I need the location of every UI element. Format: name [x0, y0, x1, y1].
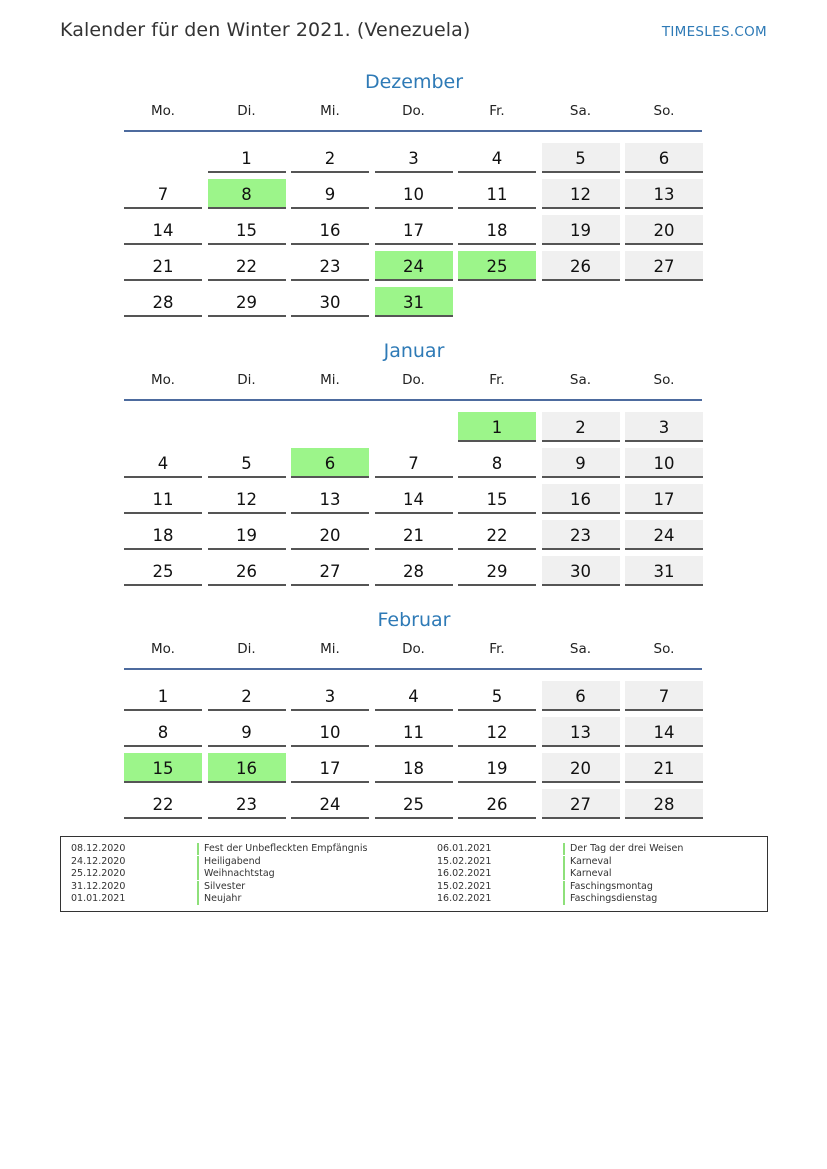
holiday-color-marker: [197, 893, 199, 905]
day-cell[interactable]: 17: [375, 215, 453, 245]
weekday-label: Di.: [237, 103, 256, 119]
holiday-color-marker: [563, 843, 565, 855]
day-cell[interactable]: 22: [458, 520, 536, 550]
day-cell[interactable]: 16: [291, 215, 369, 245]
legend-date: 25.12.2020: [71, 868, 126, 879]
holiday-color-marker: [563, 868, 565, 880]
weekday-label: Fr.: [489, 103, 505, 119]
day-cell[interactable]: 15: [208, 215, 286, 245]
holiday-color-marker: [197, 881, 199, 893]
day-cell[interactable]: 7: [625, 681, 703, 711]
day-cell[interactable]: 3: [375, 143, 453, 173]
day-cell[interactable]: 13: [291, 484, 369, 514]
month-februar: [124, 607, 704, 814]
holiday-color-marker: [197, 843, 199, 855]
weekday-header: [124, 641, 704, 671]
weekday-label: Mi.: [320, 372, 340, 388]
day-cell[interactable]: 4: [375, 681, 453, 711]
day-cell[interactable]: 14: [625, 717, 703, 747]
day-cell[interactable]: 28: [124, 287, 202, 317]
day-cell[interactable]: 30: [542, 556, 620, 586]
holiday-color-marker: [563, 893, 565, 905]
weekday-label: Mo.: [151, 103, 175, 119]
weekday-label: So.: [653, 103, 675, 119]
month-januar: [124, 338, 704, 581]
day-cell[interactable]: 9: [542, 448, 620, 478]
day-cell[interactable]: 1: [458, 412, 536, 442]
legend-holiday-name: Fest der Unbefleckten Empfängnis: [204, 843, 368, 854]
day-cell[interactable]: 2: [542, 412, 620, 442]
day-cell[interactable]: 25: [375, 789, 453, 819]
day-cell[interactable]: 5: [542, 143, 620, 173]
legend-date: 16.02.2021: [437, 868, 492, 879]
day-cell[interactable]: 31: [375, 287, 453, 317]
day-cell[interactable]: 1: [124, 681, 202, 711]
day-cell[interactable]: 28: [375, 556, 453, 586]
day-cell[interactable]: 19: [458, 753, 536, 783]
month-title: Dezember: [364, 71, 464, 93]
day-cell[interactable]: 11: [375, 717, 453, 747]
day-cell[interactable]: 3: [625, 412, 703, 442]
empty-day-cell: [291, 412, 369, 442]
day-cell[interactable]: 6: [291, 448, 369, 478]
day-cell[interactable]: 28: [625, 789, 703, 819]
day-cell[interactable]: 4: [124, 448, 202, 478]
holiday-legend: [60, 836, 768, 912]
day-cell[interactable]: 22: [208, 251, 286, 281]
day-cell[interactable]: 22: [124, 789, 202, 819]
day-cell[interactable]: 19: [542, 215, 620, 245]
day-cell[interactable]: 27: [542, 789, 620, 819]
empty-day-cell: [542, 287, 620, 317]
day-cell[interactable]: 15: [458, 484, 536, 514]
day-cell[interactable]: 12: [208, 484, 286, 514]
day-cell[interactable]: 11: [458, 179, 536, 209]
empty-day-cell: [208, 412, 286, 442]
day-cell[interactable]: 1: [208, 143, 286, 173]
day-cell[interactable]: 29: [458, 556, 536, 586]
day-cell[interactable]: 21: [375, 520, 453, 550]
day-cell[interactable]: 2: [208, 681, 286, 711]
day-cell[interactable]: 27: [291, 556, 369, 586]
empty-day-cell: [625, 287, 703, 317]
day-cell[interactable]: 25: [458, 251, 536, 281]
day-cell[interactable]: 12: [542, 179, 620, 209]
day-cell[interactable]: 2: [291, 143, 369, 173]
day-cell[interactable]: 3: [291, 681, 369, 711]
holiday-color-marker: [563, 881, 565, 893]
holiday-color-marker: [197, 856, 199, 868]
day-cell[interactable]: 24: [375, 251, 453, 281]
weekday-label: So.: [653, 641, 675, 657]
empty-day-cell: [124, 412, 202, 442]
day-cell[interactable]: 10: [291, 717, 369, 747]
weekday-label: Fr.: [489, 372, 505, 388]
day-cell[interactable]: 17: [291, 753, 369, 783]
day-cell[interactable]: 18: [124, 520, 202, 550]
day-cell[interactable]: 23: [542, 520, 620, 550]
legend-date: 16.02.2021: [437, 893, 492, 904]
legend-date: 08.12.2020: [71, 843, 126, 854]
weekday-header: [124, 103, 704, 133]
legend-date: 31.12.2020: [71, 880, 126, 892]
day-cell[interactable]: 13: [542, 717, 620, 747]
legend-holiday-name: Neujahr: [204, 893, 242, 904]
weekday-label: Mi.: [320, 641, 340, 657]
weekday-header: [124, 372, 704, 402]
day-cell[interactable]: 4: [458, 143, 536, 173]
day-cell[interactable]: 6: [542, 681, 620, 711]
legend-holiday-name: Karneval: [570, 868, 612, 879]
day-cell[interactable]: 18: [375, 753, 453, 783]
day-cell[interactable]: 26: [458, 789, 536, 819]
header-rule: [124, 668, 702, 670]
weekday-label: Do.: [402, 641, 425, 657]
day-cell[interactable]: 16: [208, 753, 286, 783]
month-title: Februar: [377, 609, 451, 631]
day-cell[interactable]: 31: [625, 556, 703, 586]
day-cell[interactable]: 8: [208, 179, 286, 209]
day-cell[interactable]: 6: [625, 143, 703, 173]
legend-date: 24.12.2020: [71, 855, 126, 867]
weekday-label: So.: [653, 372, 675, 388]
day-cell[interactable]: 26: [208, 556, 286, 586]
weekday-label: Sa.: [569, 372, 592, 388]
day-cell[interactable]: 8: [458, 448, 536, 478]
legend-date: 01.01.2021: [71, 893, 126, 904]
legend-date: 15.02.2021: [437, 855, 492, 867]
holiday-color-marker: [563, 856, 565, 868]
day-cell[interactable]: 19: [208, 520, 286, 550]
header-rule: [124, 399, 702, 401]
weekday-label: Sa.: [569, 103, 592, 119]
legend-holiday-name: Faschingsmontag: [570, 880, 653, 892]
legend-date: 06.01.2021: [437, 843, 492, 854]
empty-day-cell: [458, 287, 536, 317]
legend-holiday-name: Karneval: [570, 855, 612, 867]
header-rule: [124, 130, 702, 132]
month-title: Januar: [383, 340, 445, 362]
day-cell[interactable]: 9: [291, 179, 369, 209]
weekday-label: Di.: [237, 372, 256, 388]
empty-day-cell: [124, 143, 202, 173]
holiday-color-marker: [197, 868, 199, 880]
day-cell[interactable]: 23: [291, 251, 369, 281]
empty-day-cell: [375, 412, 453, 442]
day-cell[interactable]: 26: [542, 251, 620, 281]
day-cell[interactable]: 24: [291, 789, 369, 819]
day-cell[interactable]: 13: [625, 179, 703, 209]
day-cell[interactable]: 7: [375, 448, 453, 478]
month-dezember: [124, 69, 704, 312]
day-cell[interactable]: 16: [542, 484, 620, 514]
day-cell[interactable]: 25: [124, 556, 202, 586]
day-cell[interactable]: 14: [375, 484, 453, 514]
weekday-label: Mo.: [151, 641, 175, 657]
day-cell[interactable]: 11: [124, 484, 202, 514]
day-cell[interactable]: 14: [124, 215, 202, 245]
day-cell[interactable]: 10: [375, 179, 453, 209]
day-cell[interactable]: 20: [625, 215, 703, 245]
legend-holiday-name: Faschingsdienstag: [570, 893, 658, 904]
day-cell[interactable]: 29: [208, 287, 286, 317]
day-cell[interactable]: 20: [542, 753, 620, 783]
weekday-label: Fr.: [489, 641, 505, 657]
weekday-label: Do.: [402, 372, 425, 388]
weekday-label: Mo.: [151, 372, 175, 388]
day-cell[interactable]: 5: [458, 681, 536, 711]
day-cell[interactable]: 21: [124, 251, 202, 281]
day-cell[interactable]: 7: [124, 179, 202, 209]
day-cell[interactable]: 9: [208, 717, 286, 747]
legend-date: 15.02.2021: [437, 880, 492, 892]
day-cell[interactable]: 27: [625, 251, 703, 281]
page-title: Kalender für den Winter 2021. (Venezuela): [60, 19, 471, 41]
day-cell[interactable]: 15: [124, 753, 202, 783]
day-cell[interactable]: 18: [458, 215, 536, 245]
legend-holiday-name: Der Tag der drei Weisen: [570, 843, 684, 854]
day-cell[interactable]: 8: [124, 717, 202, 747]
weekday-label: Mi.: [320, 103, 340, 119]
legend-holiday-name: Silvester: [204, 880, 246, 892]
weekday-label: Sa.: [569, 641, 592, 657]
day-cell[interactable]: 10: [625, 448, 703, 478]
day-cell[interactable]: 5: [208, 448, 286, 478]
weekday-label: Di.: [237, 641, 256, 657]
day-cell[interactable]: 17: [625, 484, 703, 514]
day-cell[interactable]: 30: [291, 287, 369, 317]
day-cell[interactable]: 20: [291, 520, 369, 550]
legend-holiday-name: Heiligabend: [204, 855, 261, 867]
weekday-label: Do.: [402, 103, 425, 119]
day-cell[interactable]: 24: [625, 520, 703, 550]
day-cell[interactable]: 21: [625, 753, 703, 783]
brand-logo-text[interactable]: TIMESLES.COM: [661, 24, 767, 40]
day-cell[interactable]: 23: [208, 789, 286, 819]
day-cell[interactable]: 12: [458, 717, 536, 747]
legend-holiday-name: Weihnachtstag: [204, 868, 275, 879]
